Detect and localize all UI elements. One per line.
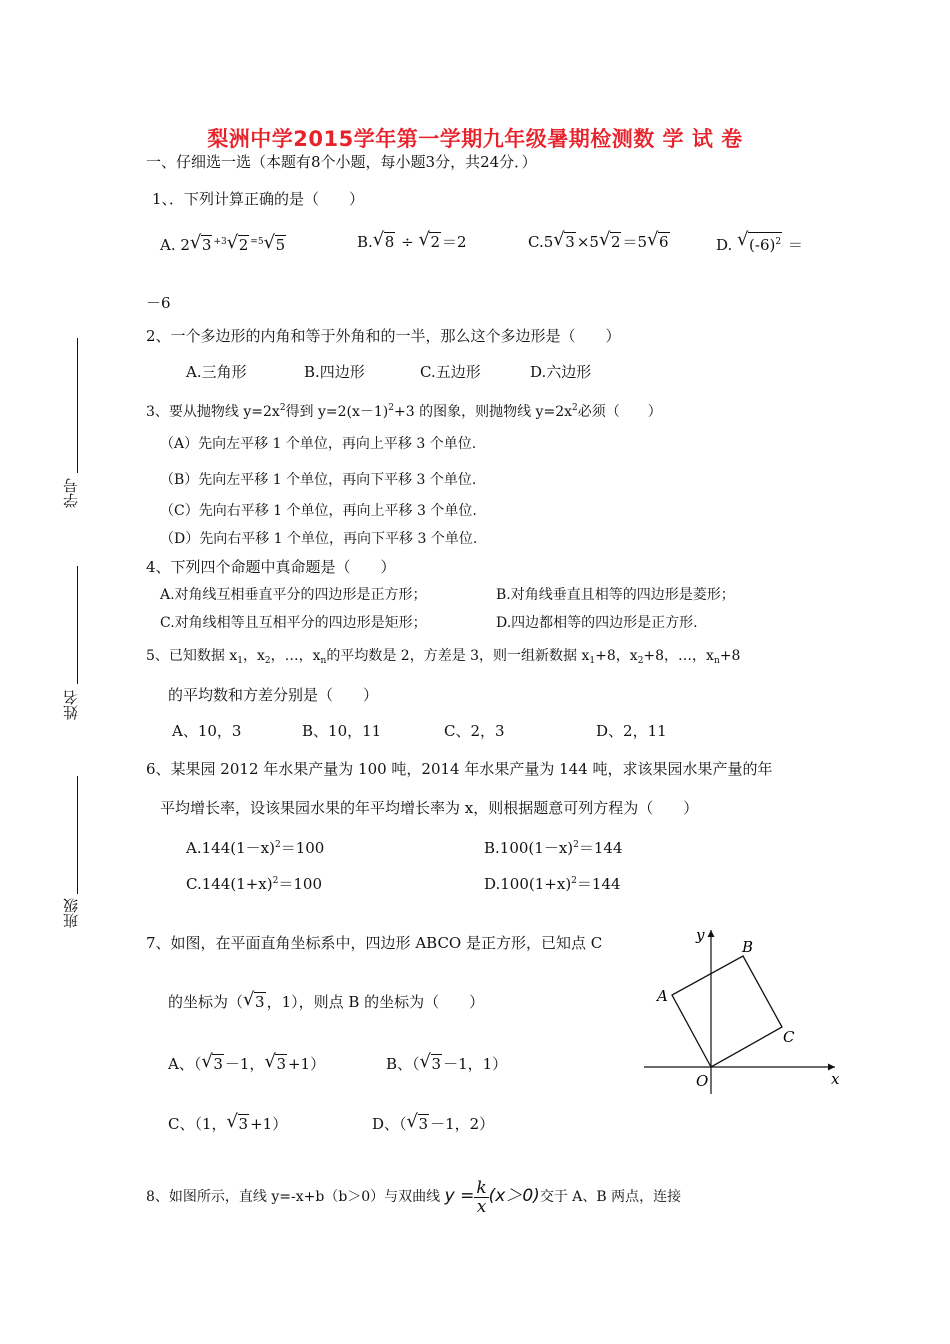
q6-stem-line1: 6、某果园 2012 年水果产量为 100 吨，2014 年水果产量为 144 吨，求该果园水果产量的年 [146, 760, 773, 778]
q1-option-d: D. √ $(-6)^2$ ＝ [716, 232, 803, 255]
q4-stem: 4、下列四个命题中真命题是（ ） [146, 558, 396, 576]
q7-option-d: D、（√ 3 －1，2） [372, 1114, 494, 1134]
q3-option-a: （A）先向左平移 1 个单位，再向上平移 3 个单位. [160, 436, 477, 452]
q4-option-c: C.对角线相等且互相平分的四边形是矩形； [160, 615, 427, 631]
q7-stem-line2: 的坐标为（√ 3 ，1），则点 B 的坐标为（ ） [168, 992, 484, 1012]
q3-option-c: （C）先向右平移 1 个单位，再向上平移 3 个单位. [160, 503, 477, 519]
label-class: 班级 [62, 898, 80, 928]
q5-option-b: B、10，11 [302, 722, 382, 740]
q4-option-d: D.四边都相等的四边形是正方形. [496, 615, 698, 631]
q6-option-a: $A.144(1-x)^2=100$ [186, 839, 325, 857]
label-y: y [696, 926, 705, 944]
q1-option-b: B.√ 8 ÷ √ 2 ＝2 [357, 232, 467, 252]
q3-stem: 3、要从抛物线 $y=2x^2$得到 $y=2(x-1)^2+3$ 的图象，则抛物线 $y=2x^2$必须（ ） [146, 403, 662, 420]
q7-coordinate-figure [640, 922, 850, 1097]
q2-option-d: D.六边形 [530, 363, 592, 381]
q4-option-a: A.对角线互相垂直平分的四边形是正方形； [160, 587, 427, 603]
label-b: B [742, 938, 754, 956]
q4-option-b: B.对角线垂直且相等的四边形是菱形； [496, 587, 735, 603]
q1-option-d-continued: －6 [146, 294, 171, 312]
section-heading: 一、仔细选一选（本题有8个小题，每小题3分，共24分．） [146, 153, 537, 171]
q3-option-d: （D）先向右平移 1 个单位，再向下平移 3 个单位. [160, 531, 478, 547]
q7-option-a: A、（√ 3 －1，√ 3 +1） [168, 1054, 325, 1074]
square-abco [672, 956, 782, 1067]
binding-line-student-no [77, 338, 78, 473]
label-student-no: 学号 [62, 478, 80, 508]
q6-option-c: $C.144(1+x)^2=100$ [186, 875, 322, 893]
q6-stem-line2: 平均增长率，设该果园水果的年平均增长率为 x，则根据题意可列方程为（ ） [160, 799, 699, 817]
label-x: x [831, 1070, 840, 1088]
q7-stem-line1: 7、如图，在平面直角坐标系中，四边形 ABCO 是正方形，已知点 C [146, 934, 603, 952]
label-a: A [657, 987, 668, 1005]
page-title: 梨洲中学2015学年第一学期九年级暑期检测数 学 试 卷 [207, 127, 743, 151]
q7-option-c: C、（1，√ 3 +1） [168, 1114, 287, 1134]
q5-stem: 5、已知数据 $x_1$，$x_2$，…，$x_n$的平均数是 2，方差是 3，则一组新数据 $x_1+8$，$x_2+8$，…，$x_n+8$ [146, 648, 741, 666]
q2-option-a: A.三角形 [186, 363, 247, 381]
q2-stem: 2、一个多边形的内角和等于外角和的一半，那么这个多边形是（ ） [146, 327, 621, 345]
label-name: 姓名 [62, 690, 80, 720]
q5-option-d: D、2，11 [596, 722, 667, 740]
q6-option-b: $B.100(1-x)^2=144$ [484, 839, 623, 857]
q8-stem: 8、如图所示，直线 y=-x+b（b＞0）与双曲线 y = $\frac{k}{x}$ (x＞0)交于 A、B 两点，连接 [146, 1177, 682, 1217]
q2-option-c: C.五边形 [420, 363, 481, 381]
label-o: O [696, 1072, 709, 1090]
q7-option-b: B、（√ 3 －1，1） [386, 1054, 507, 1074]
binding-line-class [77, 776, 78, 894]
q1-stem: 1、．下列计算正确的是（ ） [152, 190, 365, 208]
q5-option-c: C、2，3 [444, 722, 505, 740]
q5-option-a: A、10，3 [172, 722, 242, 740]
q2-option-b: B.四边形 [304, 363, 365, 381]
q3-option-b: （B）先向左平移 1 个单位，再向下平移 3 个单位. [160, 472, 477, 488]
q1-option-a: A. 2√ 3 $^{+3}$√ 2 $^{=5}$√ 5 [160, 232, 287, 255]
q1-option-c: C.5√ 3 ×5√ 2 ＝5√ 6 [528, 232, 671, 252]
q6-option-d: $D.100(1+x)^2=144$ [484, 875, 621, 893]
q5-stem-line2: 的平均数和方差分别是（ ） [168, 686, 379, 704]
binding-line-name [77, 566, 78, 684]
label-c: C [783, 1028, 795, 1046]
